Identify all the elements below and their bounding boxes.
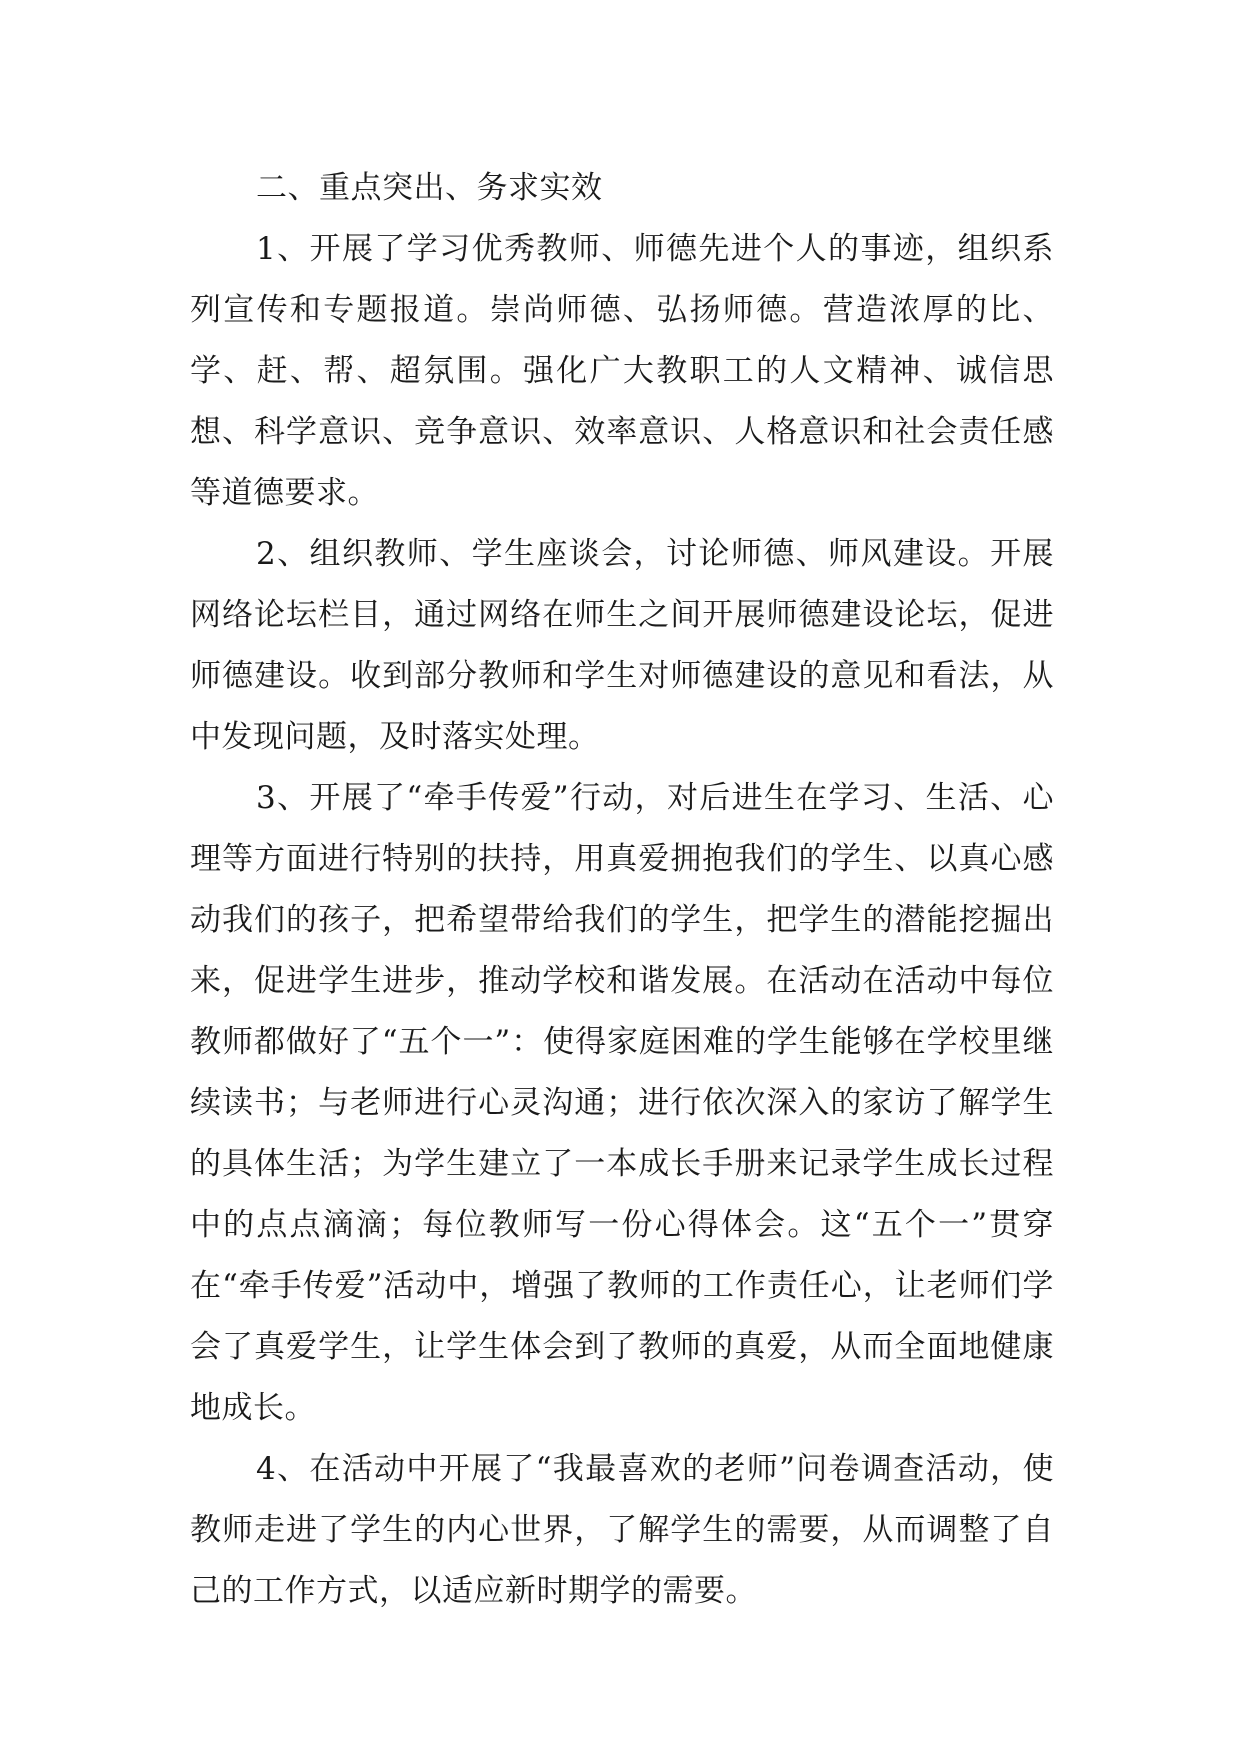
paragraph-1: 1、开展了学习优秀教师、师德先进个人的事迹，组织系列宣传和专题报道。崇尚师德、弘扬师德。营造浓厚的比、学、赶、帮、超氛围。强化广大教职工的人文精神、诚信思想、科学意识、竞争意识、效率意识、人格意识和社会责任感等道德要求。: [190, 231, 1054, 511]
paragraph-4: 4、在活动中开展了“我最喜欢的老师”问卷调查活动，使教师走进了学生的内心世界，了解学生的需要，从而调整了自己的工作方式，以适应新时期学的需要。: [190, 1451, 1054, 1609]
section-heading: 二、重点突出、务求实效: [256, 170, 603, 206]
paragraph-3: 3、开展了“牵手传爱”行动，对后进生在学习、生活、心理等方面进行特别的扶持，用真爱拥抱我们的学生、以真心感动我们的孩子，把希望带给我们的学生，把学生的潜能挖掘出来，促进学生进步，推动学校和谐发展。在活动在活动中每位教师都做好了“五个一”：使得家庭困难的学生能够在学校里继续读书；与老师进行心灵沟通；进行依次深入的家访了解学生的具体生活；为学生建立了一本成长手册来记录学生成长过程中的点点滴滴；每位教师写一份心得体会。这“五个一”贯穿在“牵手传爱”活动中，增强了教师的工作责任心，让老师们学会了真爱学生，让学生体会到了教师的真爱，从而全面地健康地成长。: [190, 780, 1054, 1426]
document-body: [190, 158, 1054, 1622]
paragraph-2: 2、组织教师、学生座谈会，讨论师德、师风建设。开展网络论坛栏目，通过网络在师生之间开展师德建设论坛，促进师德建设。收到部分教师和学生对师德建设的意见和看法，从中发现问题，及时落实处理。: [190, 536, 1054, 755]
